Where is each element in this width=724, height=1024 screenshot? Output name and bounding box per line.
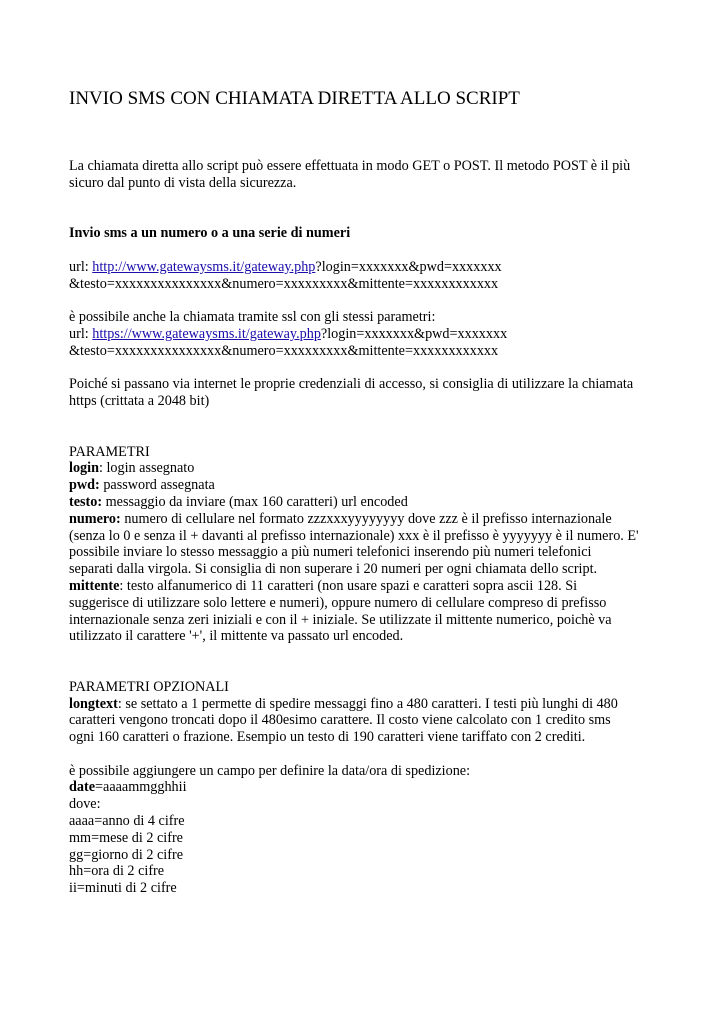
date-format-item: ii=minuti di 2 cifre	[69, 880, 177, 897]
param-mittente-detail: suggerisce di utilizzare solo lettere e numeri), oppure numero di cellulare compreso di prefisso	[69, 594, 607, 611]
https-gateway-link[interactable]: https://www.gatewaysms.it/gateway.php	[92, 325, 321, 342]
date-format-item: aaaa=anno di 4 cifre	[69, 813, 185, 830]
param-longtext	[69, 696, 669, 713]
date-format-item: mm=mese di 2 cifre	[69, 829, 183, 846]
credentials-note-line: https (crittata a 2048 bit)	[69, 393, 210, 410]
credentials-note-line: Poiché si passano via internet le proprie credenziali di accesso, si consiglia di utilizzare la chiamata	[69, 376, 634, 393]
intro-line: La chiamata diretta allo script può essere effettuata in modo GET o POST. Il metodo POST è il più	[69, 158, 631, 174]
param-name: mittente	[69, 577, 120, 594]
param-desc: numero di cellulare nel formato zzzxxxyyyyyyyy dove zzz è il prefisso internazionale	[120, 510, 612, 527]
document-body	[69, 158, 669, 897]
param-desc: : testo alfanumerico di 11 caratteri (non usare spazi e caratteri sopra ascii 128. Si	[119, 577, 578, 594]
param-testo	[69, 494, 669, 511]
url-label: url:	[69, 325, 93, 342]
url-label: url:	[69, 258, 93, 275]
param-desc: messaggio da inviare (max 160 caratteri) url encoded	[102, 493, 408, 510]
param-mittente-detail: utilizzato il carattere '+', il mittente va passato url encoded.	[69, 628, 404, 645]
param-numero-detail: (senza lo 0 e senza il + davanti al prefisso internazionale) xxx è il prefisso è yyyyyyy è il numero. E'	[69, 527, 639, 544]
param-numero-detail: possibile inviare lo stesso messaggio a più numeri telefonici inserendo più numeri telefonici	[69, 544, 592, 561]
http-gateway-link[interactable]: http://www.gatewaysms.it/gateway.php	[92, 258, 316, 275]
intro-line: sicuro dal punto di vista della sicurezza.	[69, 174, 297, 191]
http-url-params: &testo=xxxxxxxxxxxxxxx&numero=xxxxxxxxx&mittente=xxxxxxxxxxxx	[69, 275, 499, 292]
http-url-line	[69, 259, 669, 276]
param-longtext-detail: caratteri vengono troncati dopo il 480esimo carattere. Il costo viene calcolato con 1 credito sms	[69, 712, 611, 729]
param-numero	[69, 511, 669, 528]
page-title: INVIO SMS CON CHIAMATA DIRETTA ALLO SCRIPT	[69, 88, 520, 109]
date-format-item: hh=ora di 2 cifre	[69, 863, 165, 880]
param-mittente	[69, 578, 669, 595]
param-name: longtext	[69, 695, 118, 712]
dove-label: dove:	[69, 796, 101, 813]
param-desc: : login assegnato	[98, 460, 195, 477]
param-desc: : se settato a 1 permette di spedire messaggi fino a 480 caratteri. I testi più lunghi di 480	[117, 695, 618, 712]
param-date	[69, 779, 669, 796]
param-pwd	[69, 477, 669, 494]
param-name: numero:	[69, 510, 121, 527]
https-url-params: &testo=xxxxxxxxxxxxxxx&numero=xxxxxxxxx&mittente=xxxxxxxxxxxx	[69, 342, 499, 359]
https-url-line	[69, 326, 669, 343]
date-format-item: gg=giorno di 2 cifre	[69, 846, 183, 863]
url-query: ?login=xxxxxxx&pwd=xxxxxxx	[320, 325, 508, 342]
date-intro: è possibile aggiungere un campo per definire la data/ora di spedizione:	[69, 762, 471, 779]
param-login	[69, 460, 669, 477]
optional-heading: PARAMETRI OPZIONALI	[69, 678, 229, 695]
param-mittente-detail: internazionale senza zeri iniziali e con il + iniziale. Se utilizzate il mittente numerico, poichè va	[69, 611, 612, 628]
ssl-note: è possibile anche la chiamata tramite ssl con gli stessi parametri:	[69, 309, 436, 326]
param-name: testo:	[69, 493, 103, 510]
send-heading: Invio sms a un numero o a una serie di numeri	[69, 225, 351, 242]
param-numero-detail: separati dalla virgola. Si consiglia di non superare i 20 numeri per ogni chiamata dello script.	[69, 561, 598, 578]
params-heading: PARAMETRI	[69, 443, 150, 460]
param-longtext-detail: ogni 160 caratteri o frazione. Esempio un testo di 190 caratteri viene tariffato con 2 crediti.	[69, 729, 586, 746]
url-query: ?login=xxxxxxx&pwd=xxxxxxx	[315, 258, 502, 275]
param-name: pwd:	[69, 477, 100, 494]
param-desc: password assegnata	[99, 477, 215, 494]
param-name: date	[69, 779, 96, 796]
param-desc: =aaaammgghhii	[95, 779, 187, 796]
param-name: login	[69, 460, 99, 477]
